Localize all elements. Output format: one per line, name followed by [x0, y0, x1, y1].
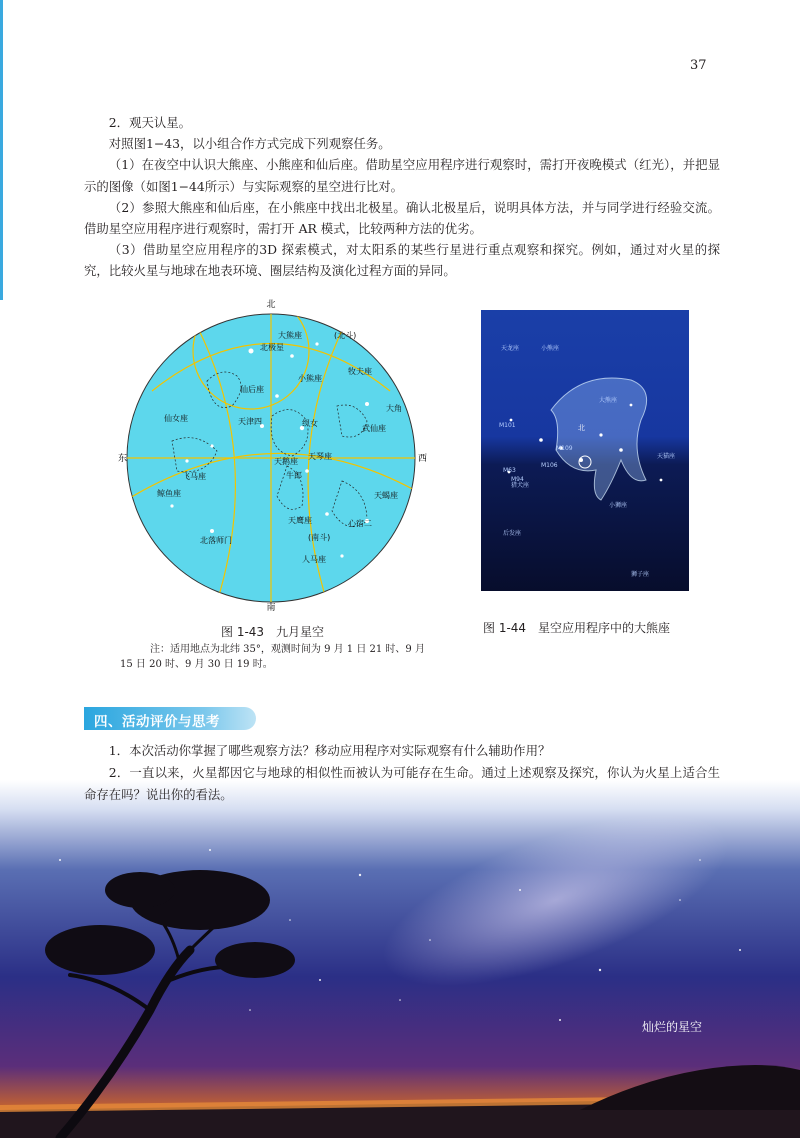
label-deneb: 天津四	[238, 417, 262, 426]
starry-sky-photo	[0, 780, 800, 1138]
paragraph: 对照图1−43，以小组合作方式完成下列观察任务。	[108, 136, 391, 152]
question: 2．一直以来，火星都因它与地球的相似性而被认为可能存在生命。通过上述观察及探究，你认为火星上适合生命存在吗？说出你的看法。	[84, 765, 720, 802]
label-scorpius: 天蝎座	[374, 491, 398, 500]
label-south-dipper: (南斗)	[308, 533, 331, 542]
label-polaris: 北极星	[260, 343, 284, 352]
section-heading	[84, 707, 256, 730]
label-arcturus: 大角	[386, 404, 402, 413]
paragraph: 2．观天认星。	[108, 115, 192, 130]
page-number: 37	[690, 58, 707, 73]
dir-east: 东	[118, 454, 128, 464]
label-andromeda: 仙女座	[164, 414, 188, 423]
label-pegasus: 飞马座	[182, 472, 206, 481]
app-label-m106: M106	[541, 462, 558, 469]
section-title: 四、活动评价与思考	[94, 714, 220, 730]
app-label-umi: 小熊座	[541, 345, 560, 352]
label-hercules: 武仙座	[362, 424, 386, 433]
figure-1-43-caption: 图 1-43 九月星空	[221, 625, 325, 639]
app-label-uma: 大熊座	[599, 397, 618, 404]
app-label-draco: 天龙座	[501, 345, 520, 352]
label-ursa-major: 大熊座	[278, 331, 302, 340]
label-antares: 心宿二	[348, 519, 372, 528]
activity-text	[84, 112, 720, 282]
paragraph: （2）参照大熊座和仙后座，在小熊座中找出北极星。确认北极星后，说明具体方法，并与同学进行经验交流。借助星空应用程序进行观察时，需打开 AR 模式，比较两种方法的优劣。	[84, 199, 720, 237]
app-label-com: 后发座	[503, 530, 522, 537]
paragraph: （3）借助星空应用程序的3D 探索模式，对太阳系的某些行星进行重点观察和探究。例如，通过对火星的探究，比较火星与地球在地表环境、圈层结构及演化过程方面的异同。	[84, 242, 720, 279]
app-label-lmi: 小狮座	[609, 502, 628, 509]
app-label-cvn: 猎犬座	[511, 482, 530, 489]
note-line: 15 日 20 时、9 月 30 日 19 时。	[120, 659, 273, 670]
photo-caption: 灿烂的星空	[642, 1020, 703, 1034]
edge-color-bar	[0, 0, 3, 300]
label-cassiopeia: 仙后座	[240, 385, 264, 394]
september-star-chart	[112, 296, 432, 612]
figure-1-43-note	[120, 642, 436, 672]
label-ursa-minor: 小熊座	[298, 374, 322, 383]
figure-1-44-caption: 图 1-44 星空应用程序中的大熊座	[483, 621, 671, 635]
paragraph: （1）在夜空中认识大熊座、小熊座和仙后座。借助星空应用程序进行观察时，需打开夜晚模式（红光），并把显示的图像（如图1−44所示）与实际观察的星空进行比对。	[84, 157, 720, 194]
reflection-questions	[84, 740, 720, 806]
label-altair: 牛郎	[286, 471, 302, 480]
label-bootes: 牧夫座	[348, 367, 372, 376]
app-label-m94: M94	[511, 476, 524, 483]
app-label-north: 北	[578, 424, 585, 432]
label-cygnus: 天鹅座	[274, 457, 298, 466]
label-cetus: 鲸鱼座	[157, 489, 181, 498]
dir-west: 西	[418, 454, 428, 464]
dir-north: 北	[266, 300, 276, 310]
label-lyra: 天琴座	[308, 452, 332, 461]
label-sagittarius: 人马座	[302, 555, 326, 564]
ursa-major-app-screenshot	[481, 310, 689, 591]
label-aquila: 天鹰座	[288, 516, 312, 525]
label-vega: 织女	[302, 419, 318, 428]
question: 1．本次活动你掌握了哪些观察方法？移动应用程序对实际观察有什么辅助作用？	[108, 743, 551, 758]
app-label-lynx: 天猫座	[657, 453, 676, 460]
label-fomalhaut: 北落师门	[200, 536, 232, 545]
app-label-m63: M63	[503, 467, 516, 474]
label-big-dipper: (北斗)	[334, 331, 357, 340]
app-label-leo: 狮子座	[631, 571, 650, 578]
dir-south: 南	[266, 603, 276, 612]
app-label-m109: M109	[556, 445, 573, 452]
note-line: 注：适用地点为北纬 35°，观测时间为 9 月 1 日 21 时、9 月	[150, 644, 425, 655]
app-label-m101: M101	[499, 422, 516, 429]
